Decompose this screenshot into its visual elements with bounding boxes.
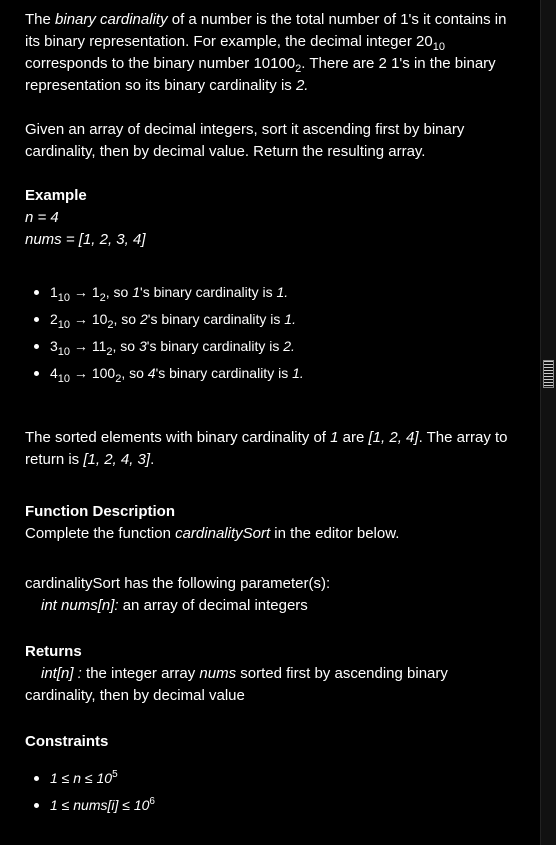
task-paragraph: Given an array of decimal integers, sort it ascending first by binary cardinality, then by decimal value. Return the resulting array.	[25, 121, 465, 160]
example-n-value: n = 4	[25, 209, 59, 226]
list-item: $1 \le n \le 10^5$	[25, 765, 540, 792]
constraints-heading: Constraints	[25, 733, 109, 750]
param-description: an array of decimal integers	[118, 597, 308, 614]
returns-text: int[n] : the integer array nums sorted first by ascending binary cardinality, then by decimal value	[25, 665, 448, 704]
returns-signature: int[n] :	[41, 665, 82, 682]
list-item: $3_{10} \to 11_2$, so 3's binary cardinality is 2.	[25, 333, 540, 360]
subscript: 2	[295, 63, 302, 75]
example-bullet-list	[25, 279, 540, 387]
param-signature: int nums[n]:	[41, 597, 119, 614]
example-nums-value: nums = [1, 2, 3, 4]	[25, 231, 146, 248]
list-item: $4_{10} \to 100_2$, so 4's binary cardinality is 1.	[25, 360, 540, 387]
function-description-text: Complete the function cardinalitySort in the editor below.	[25, 525, 400, 542]
term-binary-cardinality: binary cardinality	[55, 11, 168, 28]
scrollbar[interactable]	[540, 0, 556, 845]
example-heading: Example	[25, 187, 87, 204]
sorted-explanation: The sorted elements with binary cardinality of 1 are [1, 2, 4]. The array to return is [1, 2, 4, 3].	[25, 429, 508, 468]
intro-paragraph	[25, 9, 515, 97]
subscript: 10	[432, 41, 445, 53]
intro-value: 2.	[295, 77, 309, 94]
function-description-heading: Function Description	[25, 503, 175, 520]
scrollbar-grip-icon[interactable]	[543, 360, 554, 388]
constraints-list	[25, 765, 540, 819]
param-line	[25, 595, 540, 617]
function-name: cardinalitySort	[175, 525, 271, 542]
example-nums	[25, 229, 540, 251]
example-n	[25, 207, 540, 229]
intro-text: corresponds to the binary number 10100	[25, 55, 296, 72]
list-item: $1_{10} \to 1_2$, so 1's binary cardinality is 1.	[25, 279, 540, 306]
intro-text: of a number is the total number of 1's it contains in its binary representation. For example, the decimal integer 20	[25, 11, 507, 50]
params-intro: cardinalitySort has the following parameter(s):	[25, 575, 331, 592]
intro-text: . There are 2 1's in the binary representation so its binary cardinality is	[25, 55, 496, 94]
list-item: 1 ≤ nums[i] ≤ $10^6$	[25, 792, 540, 819]
intro-text: The	[25, 11, 56, 28]
returns-heading: Returns	[25, 643, 82, 660]
list-item: $2_{10} \to 10_2$, so 2's binary cardinality is 1.	[25, 306, 540, 333]
